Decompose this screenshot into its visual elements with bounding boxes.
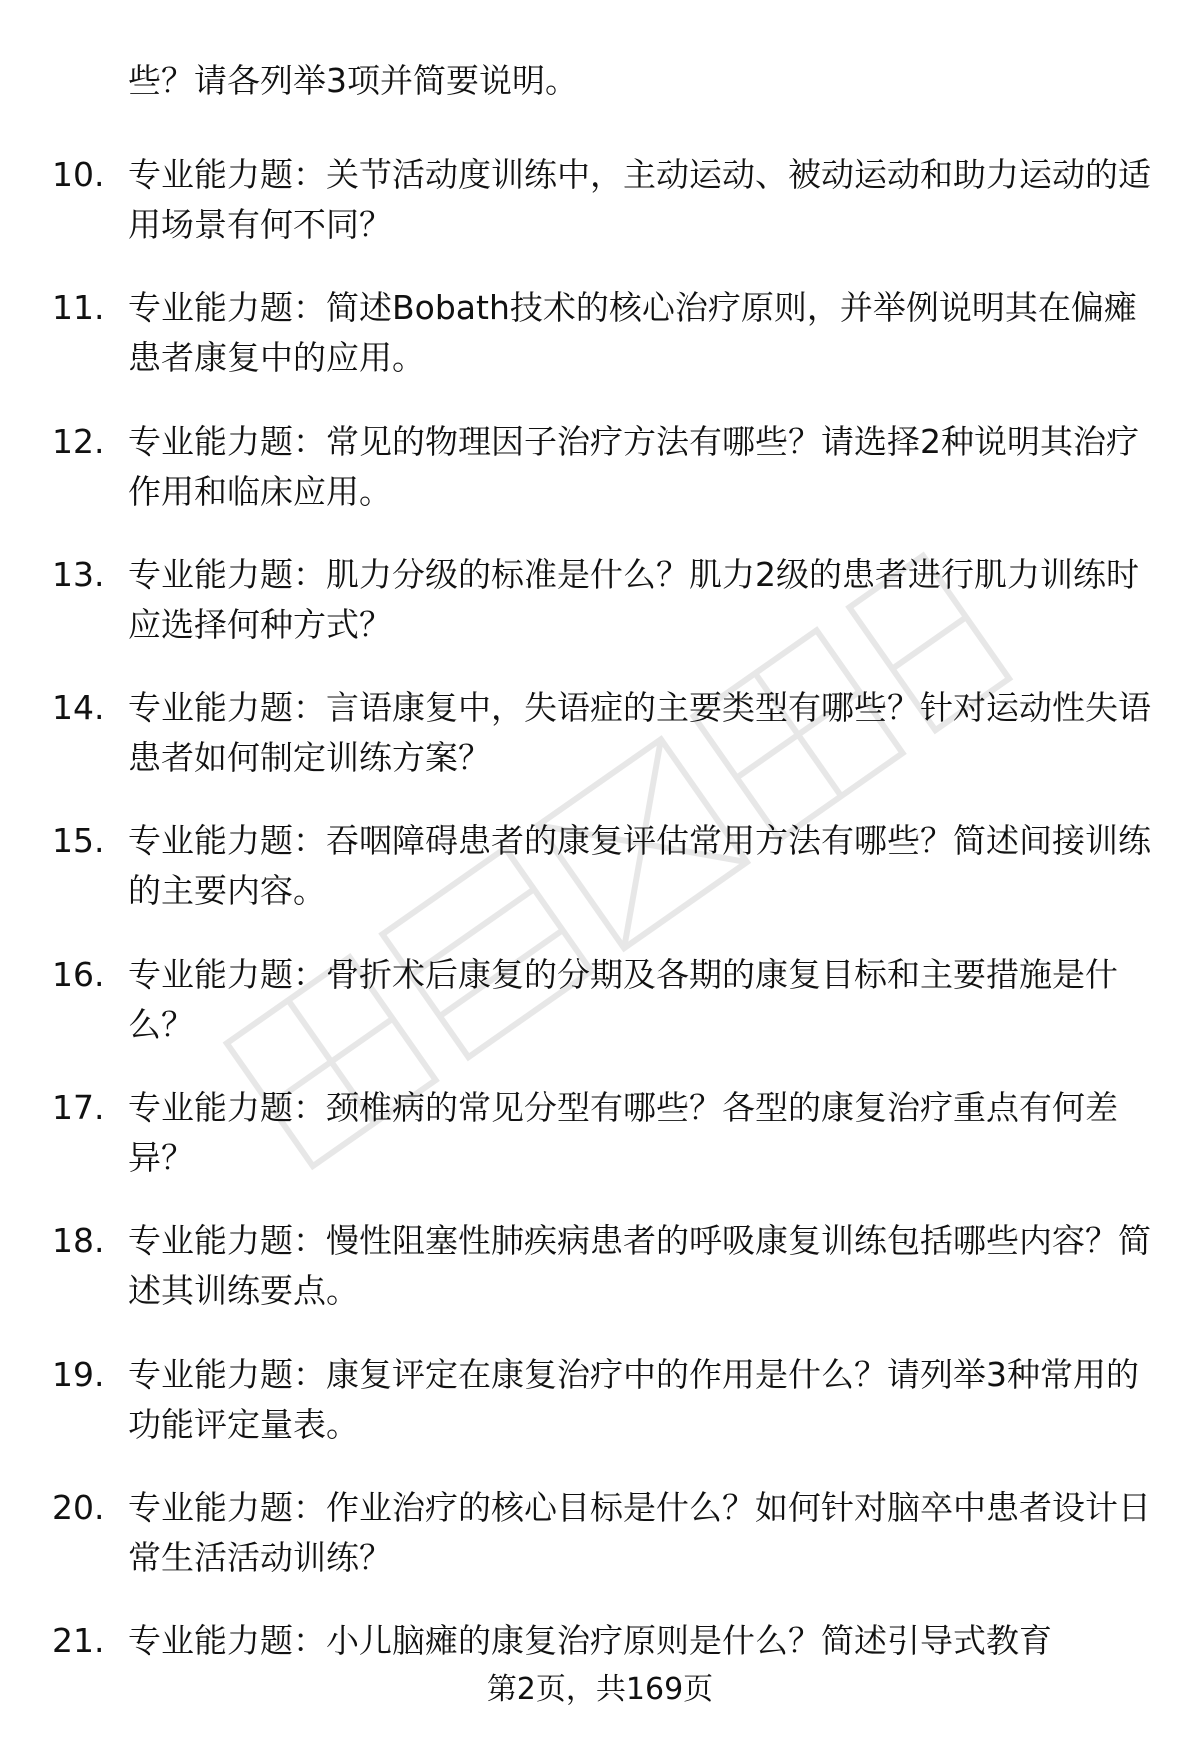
question-item xyxy=(0,1483,1200,1616)
question-list xyxy=(0,150,1200,1750)
question-text: 专业能力题：康复评定在康复治疗中的作用是什么？请列举3种常用的功能评定量表。 xyxy=(128,1354,1139,1444)
question-number: 14. xyxy=(52,688,105,728)
question-text: 专业能力题：小儿脑瘫的康复治疗原则是什么？简述引导式教育 xyxy=(128,1621,1052,1661)
question-text: 专业能力题：关节活动度训练中，主动运动、被动运动和助力运动的适用场景有何不同？ xyxy=(128,155,1151,244)
question-item xyxy=(0,1350,1200,1483)
question-item xyxy=(0,283,1200,416)
question-item xyxy=(0,816,1200,949)
question-number: 17. xyxy=(52,1088,105,1128)
page-footer: 第2页，共169页 xyxy=(486,1672,714,1707)
question-text: 专业能力题：颈椎病的常见分型有哪些？各型的康复治疗重点有何差异？ xyxy=(128,1088,1118,1178)
question-item xyxy=(0,150,1200,283)
question-number: 18. xyxy=(52,1221,105,1261)
question-number: 12. xyxy=(52,421,105,461)
question-text: 专业能力题：言语康复中，失语症的主要类型有哪些？针对运动性失语患者如何制定训练方案？ xyxy=(128,688,1151,778)
continuation-text: 些？请各列举3项并简要说明。 xyxy=(128,61,578,100)
question-item xyxy=(0,1216,1200,1349)
question-number: 11. xyxy=(52,288,105,328)
question-number: 21. xyxy=(52,1621,105,1661)
question-item xyxy=(0,550,1200,683)
question-text: 专业能力题：肌力分级的标准是什么？肌力2级的患者进行肌力训练时应选择何种方式？ xyxy=(128,554,1139,644)
question-text: 专业能力题：慢性阻塞性肺疾病患者的呼吸康复训练包括哪些内容？简述其训练要点。 xyxy=(128,1221,1151,1311)
question-number: 20. xyxy=(52,1487,105,1527)
question-text: 专业能力题：骨折术后康复的分期及各期的康复目标和主要措施是什么？ xyxy=(128,954,1118,1044)
question-item xyxy=(0,950,1200,1083)
question-number: 15. xyxy=(52,821,105,861)
question-item xyxy=(0,683,1200,816)
question-text: 专业能力题：作业治疗的核心目标是什么？如何针对脑卒中患者设计日常生活活动训练？ xyxy=(128,1487,1151,1577)
question-number: 16. xyxy=(52,954,105,994)
question-text: 专业能力题：常见的物理因子治疗方法有哪些？请选择2种说明其治疗作用和临床应用。 xyxy=(128,421,1139,511)
question-text: 专业能力题：简述Bobath技术的核心治疗原则，并举例说明其在偏瘫患者康复中的应用。 xyxy=(128,288,1137,378)
question-text: 专业能力题：吞咽障碍患者的康复评估常用方法有哪些？简述间接训练的主要内容。 xyxy=(128,821,1151,911)
question-number: 19. xyxy=(52,1354,105,1394)
question-number: 13. xyxy=(52,554,105,594)
question-number: 10. xyxy=(52,155,105,194)
question-item xyxy=(0,417,1200,550)
question-item xyxy=(0,1083,1200,1216)
